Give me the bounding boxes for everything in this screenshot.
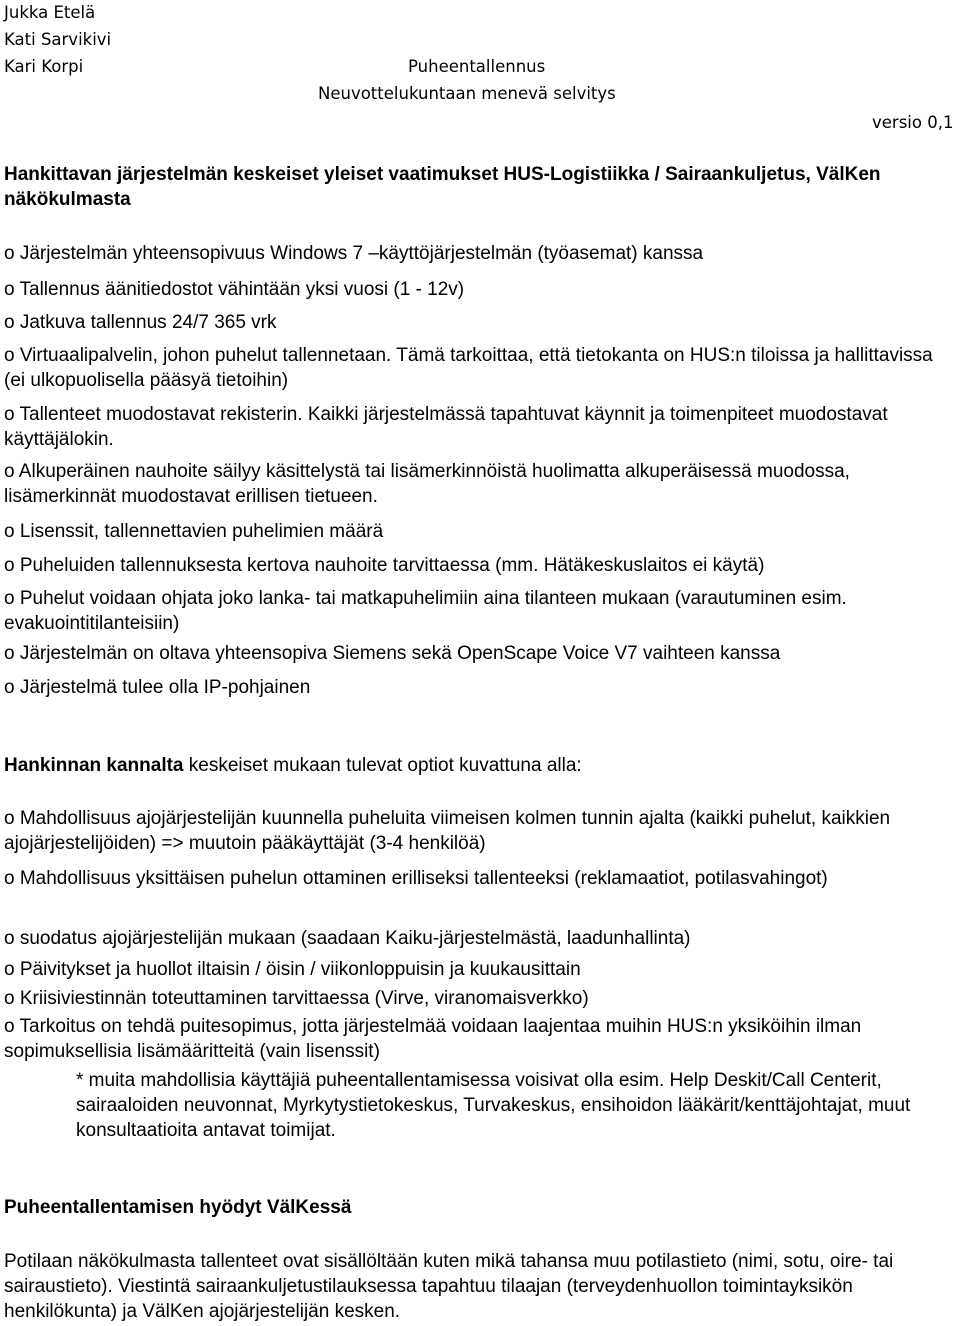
requirement-item: o Järjestelmän yhteensopivuus Windows 7 –käyttöjärjestelmän (työasemat) kanssa — [4, 243, 704, 264]
option-item: o Mahdollisuus yksittäisen puhelun ottaminen erilliseksi tallenteeksi (reklamaatiot, potilasvahingot) — [4, 868, 828, 889]
requirement-item: o Tallenteet muodostavat rekisterin. Kaikki järjestelmässä tapahtuvat käynnit ja toimenpiteet muodostavat käyttäjälokin. — [4, 404, 888, 450]
section2-heading-rest: keskeiset mukaan tulevat optiot kuvattuna alla: — [183, 755, 582, 776]
option-item: o Mahdollisuus ajojärjestelijän kuunnella puheluita viimeisen kolmen tunnin ajalta (kaikki puhelut, kaikkien ajojärjestelijöiden) => muutoin pääkäyttäjät (3-4 henkilöä) — [4, 808, 891, 854]
author-3: Kari Korpi — [4, 57, 84, 76]
version-label: versio 0,1 — [872, 113, 954, 132]
requirement-item: o Puheluiden tallennuksesta kertova nauhoite tarvittaessa (mm. Hätäkeskuslaitos ei käytä) — [4, 555, 765, 576]
option-item: o Kriisiviestinnän toteuttaminen tarvittaessa (Virve, viranomaisverkko) — [4, 988, 589, 1009]
requirement-item: o Virtuaalipalvelin, johon puhelut tallennetaan. Tämä tarkoittaa, että tietokanta on HUS:n tiloissa ja hallittavissa (ei ulkopuolisella pääsyä tietoihin) — [4, 345, 933, 391]
author-2: Kati Sarvikivi — [4, 30, 112, 49]
section2-heading-bold: Hankinnan kannalta — [4, 755, 184, 776]
other-users-note: * muita mahdollisia käyttäjiä puheentallentamisessa voisivat olla esim. Help Deskit/Call Centerit, sairaaloiden neuvonnat, Myrkytystietokeskus, Turvakeskus, ensihoidon lääkärit/kenttäjohtajat, muut konsultaatioita antavat toimijat. — [76, 1070, 911, 1141]
document-title: Puheentallennus — [408, 57, 546, 76]
requirement-item: o Lisenssit, tallennettavien puhelimien määrä — [4, 521, 384, 542]
section3-heading: Puheentallentamisen hyödyt VälKessä — [4, 1197, 352, 1218]
requirement-item: o Järjestelmä tulee olla IP-pohjainen — [4, 677, 311, 698]
section3-text: Potilaan näkökulmasta tallenteet ovat sisällöltään kuten mikä tahansa muu potilastieto (nimi, sotu, oire- tai sairaustieto). Viestintä sairaankuljetustilauksessa tapahtuu tilaajan (terveydenhuollon toimintayksikön henkilökunta) ja VälKen ajojärjestelijän kesken. — [4, 1251, 894, 1322]
section2-heading — [4, 753, 954, 778]
requirement-item: o Tallennus äänitiedostot vähintään yksi vuosi (1 - 12v) — [4, 279, 465, 300]
requirement-item: o Jatkuva tallennus 24/7 365 vrk — [4, 312, 277, 333]
option-item: o suodatus ajojärjestelijän mukaan (saadaan Kaiku-järjestelmästä, laadunhallinta) — [4, 928, 691, 949]
document-subtitle: Neuvottelukuntaan menevä selvitys — [318, 84, 616, 103]
requirement-item: o Puhelut voidaan ohjata joko lanka- tai matkapuhelimiin aina tilanteen mukaan (varautuminen esim. evakuointitilanteisiin) — [4, 588, 847, 634]
option-item: o Päivitykset ja huollot iltaisin / öisin / viikonloppuisin ja kuukausittain — [4, 959, 581, 980]
option-item: o Tarkoitus on tehdä puitesopimus, jotta järjestelmää voidaan laajentaa muihin HUS:n yksiköihin ilman sopimuksellisia lisämääritteitä (vain lisenssit) — [4, 1016, 862, 1062]
requirement-item: o Järjestelmän on oltava yhteensopiva Siemens sekä OpenScape Voice V7 vaihteen kanssa — [4, 643, 781, 664]
requirement-item: o Alkuperäinen nauhoite säilyy käsittelystä tai lisämerkinnöistä huolimatta alkuperäisessä muodossa, lisämerkinnät muodostavat erillisen tietueen. — [4, 461, 850, 507]
author-1: Jukka Etelä — [4, 3, 96, 22]
section1-heading: Hankittavan järjestelmän keskeiset yleiset vaatimukset HUS-Logistiikka / Sairaankuljetus, VälKen näkökulmasta — [4, 164, 881, 210]
